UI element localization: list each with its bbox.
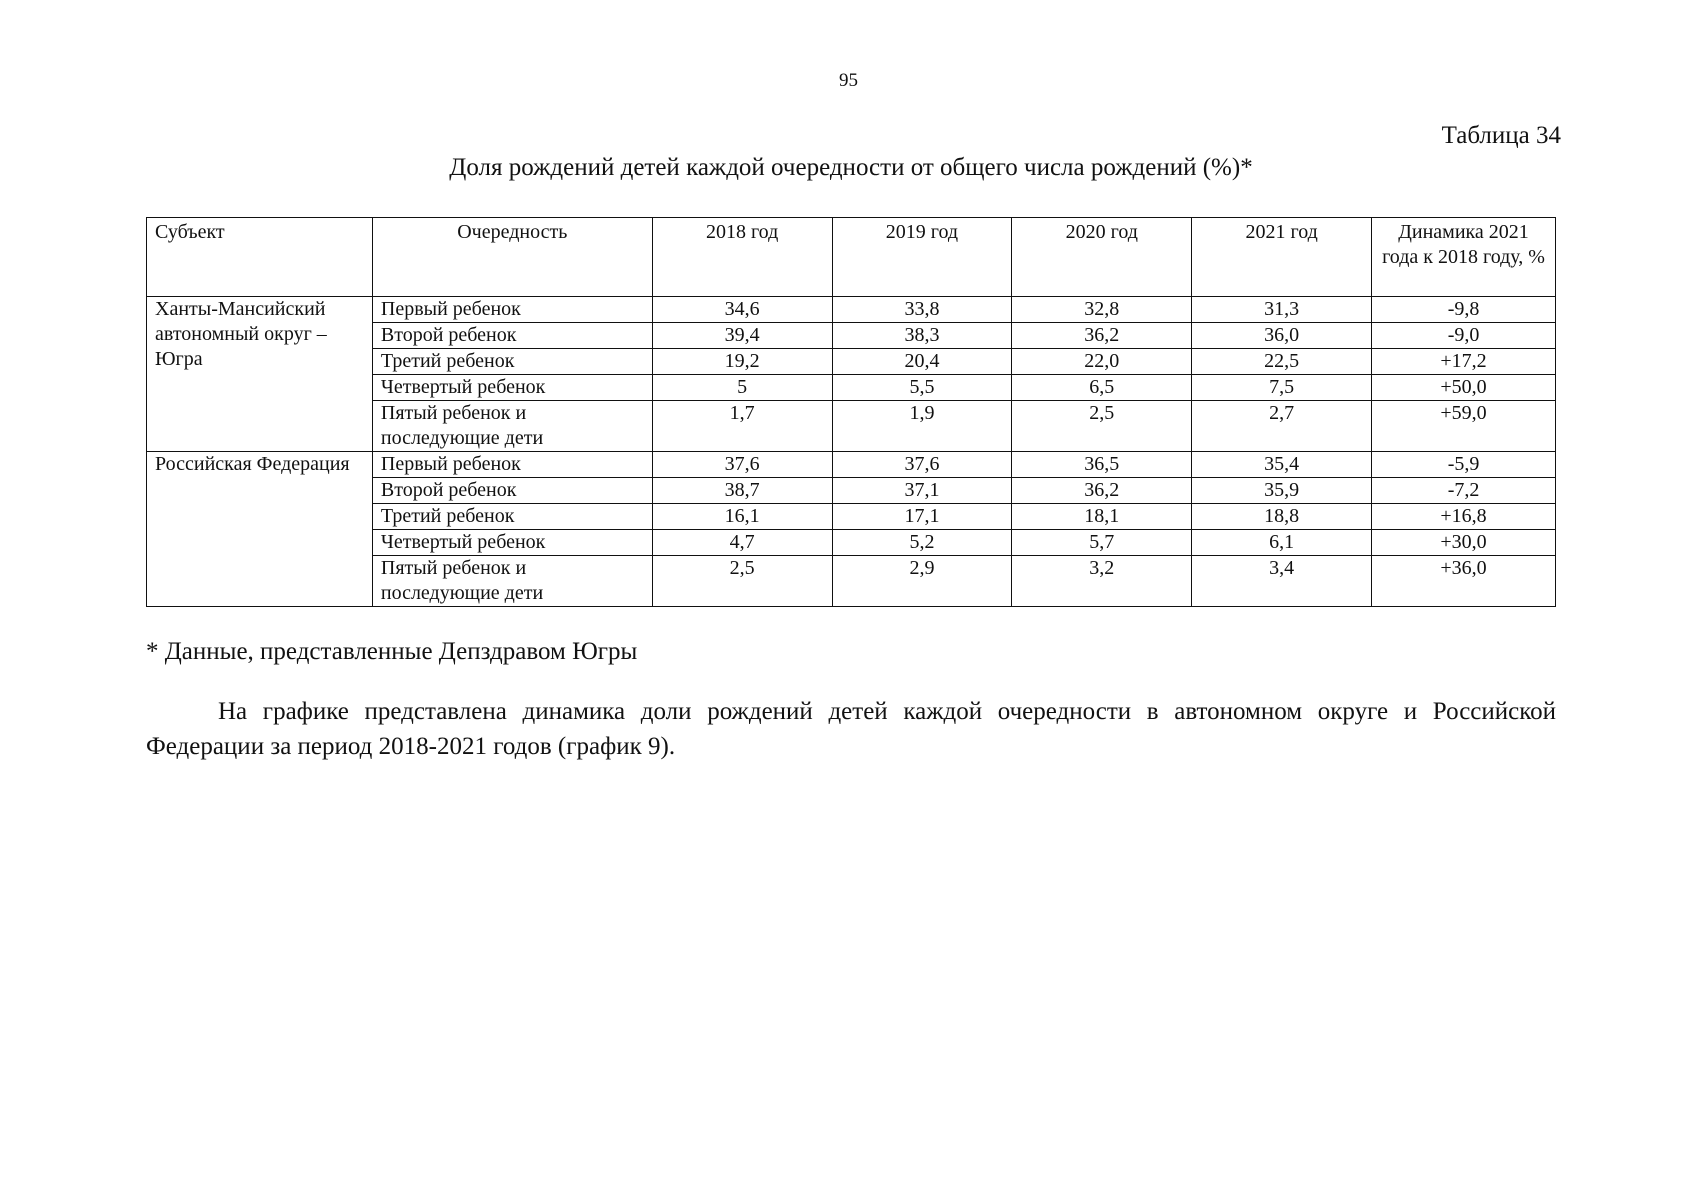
table-row [147, 297, 1556, 323]
value-cell-2021: 3,4 [1192, 556, 1372, 607]
value-cell-2019: 37,1 [832, 478, 1012, 504]
value-cell-2018: 34,6 [652, 297, 832, 323]
dynamics-cell: -9,8 [1372, 297, 1556, 323]
order-cell: Первый ребенок [372, 297, 652, 323]
value-cell-2021: 35,9 [1192, 478, 1372, 504]
subject-cell: Ханты-Мансийский автономный округ – Югра [147, 297, 373, 452]
value-cell-2019: 33,8 [832, 297, 1012, 323]
value-cell-2021: 36,0 [1192, 323, 1372, 349]
value-cell-2019: 37,6 [832, 452, 1012, 478]
page-number: 95 [839, 70, 858, 91]
table-label: Таблица 34 [1441, 122, 1561, 149]
order-cell: Пятый ребенок и последующие дети [372, 401, 652, 452]
order-cell: Второй ребенок [372, 478, 652, 504]
column-header-2020: 2020 год [1012, 218, 1192, 297]
value-cell-2019: 17,1 [832, 504, 1012, 530]
value-cell-2018: 1,7 [652, 401, 832, 452]
order-cell: Третий ребенок [372, 349, 652, 375]
births-order-table [146, 217, 1556, 607]
column-header-2018: 2018 год [652, 218, 832, 297]
value-cell-2020: 32,8 [1012, 297, 1192, 323]
value-cell-2020: 5,7 [1012, 530, 1192, 556]
table-header-row [147, 218, 1556, 297]
paragraph-text: На графике представлена динамика доли рождений детей каждой очередности в автономном округе и Российской Федерации за период 2018-2021 годов (график 9). [146, 698, 1556, 760]
order-cell: Четвертый ребенок [372, 530, 652, 556]
dynamics-cell: +59,0 [1372, 401, 1556, 452]
value-cell-2020: 2,5 [1012, 401, 1192, 452]
dynamics-cell: +30,0 [1372, 530, 1556, 556]
value-cell-2018: 16,1 [652, 504, 832, 530]
order-cell: Первый ребенок [372, 452, 652, 478]
column-header-2019: 2019 год [832, 218, 1012, 297]
value-cell-2021: 7,5 [1192, 375, 1372, 401]
value-cell-2018: 39,4 [652, 323, 832, 349]
value-cell-2019: 2,9 [832, 556, 1012, 607]
value-cell-2018: 4,7 [652, 530, 832, 556]
table-row [147, 452, 1556, 478]
dynamics-cell: +36,0 [1372, 556, 1556, 607]
column-header-subject: Субъект [147, 218, 373, 297]
column-header-order: Очередность [372, 218, 652, 297]
value-cell-2020: 36,2 [1012, 323, 1192, 349]
value-cell-2018: 38,7 [652, 478, 832, 504]
value-cell-2019: 20,4 [832, 349, 1012, 375]
value-cell-2020: 36,5 [1012, 452, 1192, 478]
body-paragraph [146, 694, 1556, 764]
dynamics-cell: +50,0 [1372, 375, 1556, 401]
dynamics-cell: +17,2 [1372, 349, 1556, 375]
value-cell-2019: 38,3 [832, 323, 1012, 349]
dynamics-cell: -5,9 [1372, 452, 1556, 478]
value-cell-2020: 22,0 [1012, 349, 1192, 375]
subject-cell: Российская Федерация [147, 452, 373, 607]
value-cell-2021: 6,1 [1192, 530, 1372, 556]
value-cell-2021: 35,4 [1192, 452, 1372, 478]
value-cell-2020: 18,1 [1012, 504, 1192, 530]
value-cell-2020: 36,2 [1012, 478, 1192, 504]
order-cell: Второй ребенок [372, 323, 652, 349]
order-cell: Четвертый ребенок [372, 375, 652, 401]
order-cell: Пятый ребенок и последующие дети [372, 556, 652, 607]
value-cell-2018: 19,2 [652, 349, 832, 375]
dynamics-cell: -9,0 [1372, 323, 1556, 349]
table-footnote: * Данные, представленные Депздравом Югры [146, 638, 638, 665]
value-cell-2019: 5,5 [832, 375, 1012, 401]
value-cell-2018: 5 [652, 375, 832, 401]
column-header-dynamics: Динамика 2021 года к 2018 году, % [1372, 218, 1556, 297]
value-cell-2019: 1,9 [832, 401, 1012, 452]
value-cell-2021: 31,3 [1192, 297, 1372, 323]
value-cell-2020: 3,2 [1012, 556, 1192, 607]
column-header-2021: 2021 год [1192, 218, 1372, 297]
value-cell-2021: 2,7 [1192, 401, 1372, 452]
dynamics-cell: +16,8 [1372, 504, 1556, 530]
value-cell-2018: 37,6 [652, 452, 832, 478]
value-cell-2019: 5,2 [832, 530, 1012, 556]
value-cell-2021: 22,5 [1192, 349, 1372, 375]
value-cell-2021: 18,8 [1192, 504, 1372, 530]
value-cell-2020: 6,5 [1012, 375, 1192, 401]
dynamics-cell: -7,2 [1372, 478, 1556, 504]
order-cell: Третий ребенок [372, 504, 652, 530]
table-title: Доля рождений детей каждой очередности от общего числа рождений (%)* [449, 154, 1253, 181]
value-cell-2018: 2,5 [652, 556, 832, 607]
